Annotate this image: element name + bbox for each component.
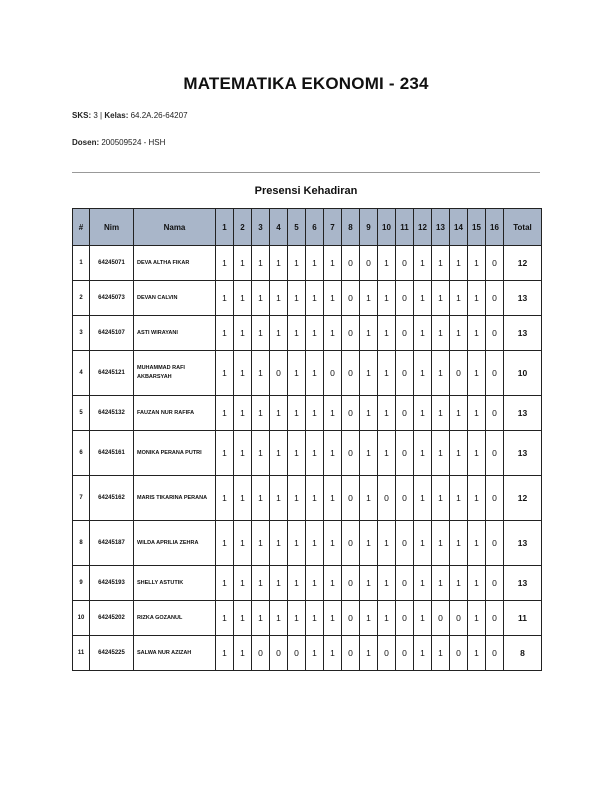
attendance-mark: 1 [414,281,432,316]
attendance-mark: 1 [306,566,324,601]
attendance-mark: 1 [324,316,342,351]
attendance-mark: 1 [378,281,396,316]
attendance-mark: 1 [324,636,342,671]
attendance-mark: 1 [252,601,270,636]
student-nim: 64245107 [90,316,134,351]
attendance-mark: 1 [270,316,288,351]
attendance-mark: 1 [288,601,306,636]
attendance-mark: 1 [414,396,432,431]
attendance-mark: 1 [270,566,288,601]
attendance-mark: 1 [468,566,486,601]
attendance-mark: 1 [324,566,342,601]
column-header: 4 [270,209,288,246]
attendance-mark: 1 [324,601,342,636]
column-header: # [73,209,90,246]
attendance-mark: 1 [270,431,288,476]
attendance-mark: 1 [324,521,342,566]
attendance-mark: 1 [252,396,270,431]
student-name: DEVA ALTHA FIKAR [134,246,216,281]
student-nim: 64245225 [90,636,134,671]
attendance-mark: 1 [468,396,486,431]
attendance-mark: 1 [468,521,486,566]
attendance-total: 12 [504,246,542,281]
attendance-mark: 1 [234,396,252,431]
student-name: DEVAN CALVIN [134,281,216,316]
attendance-mark: 1 [288,521,306,566]
row-number: 6 [73,431,90,476]
attendance-mark: 0 [396,281,414,316]
student-name: MUHAMMAD RAFI AKBARSYAH [134,351,216,396]
attendance-mark: 0 [252,636,270,671]
attendance-mark: 1 [360,601,378,636]
attendance-mark: 1 [360,351,378,396]
student-nim: 64245162 [90,476,134,521]
attendance-mark: 0 [270,636,288,671]
attendance-mark: 1 [216,636,234,671]
attendance-mark: 1 [414,431,432,476]
column-header: Total [504,209,542,246]
attendance-total: 13 [504,316,542,351]
attendance-mark: 1 [378,316,396,351]
attendance-mark: 1 [216,566,234,601]
table-header-row [73,209,542,246]
attendance-mark: 1 [234,521,252,566]
row-number: 4 [73,351,90,396]
attendance-mark: 1 [360,281,378,316]
row-number: 11 [73,636,90,671]
attendance-mark: 0 [396,521,414,566]
attendance-mark: 1 [360,566,378,601]
attendance-mark: 0 [396,566,414,601]
student-name: SALWA NUR AZIZAH [134,636,216,671]
attendance-mark: 1 [432,431,450,476]
attendance-mark: 1 [378,566,396,601]
row-number: 10 [73,601,90,636]
attendance-mark: 1 [378,396,396,431]
attendance-mark: 1 [414,601,432,636]
attendance-mark: 0 [342,636,360,671]
attendance-mark: 1 [432,476,450,521]
attendance-mark: 1 [288,566,306,601]
table-row [73,636,542,671]
column-header: 2 [234,209,252,246]
dosen-label: Dosen: [72,138,100,147]
attendance-mark: 0 [432,601,450,636]
attendance-mark: 1 [234,476,252,521]
attendance-mark: 0 [270,351,288,396]
attendance-mark: 1 [288,476,306,521]
attendance-mark: 1 [324,281,342,316]
course-meta [72,111,188,120]
attendance-mark: 1 [450,431,468,476]
attendance-mark: 1 [306,396,324,431]
attendance-mark: 1 [216,316,234,351]
attendance-mark: 1 [288,316,306,351]
attendance-mark: 1 [378,431,396,476]
attendance-mark: 1 [450,566,468,601]
attendance-mark: 0 [486,281,504,316]
attendance-total: 13 [504,521,542,566]
attendance-mark: 1 [306,281,324,316]
row-number: 5 [73,396,90,431]
column-header: 3 [252,209,270,246]
student-name: MONIKA PERANA PUTRI [134,431,216,476]
student-nim: 64245202 [90,601,134,636]
attendance-mark: 1 [360,396,378,431]
attendance-mark: 1 [450,521,468,566]
attendance-mark: 1 [450,396,468,431]
attendance-mark: 1 [432,636,450,671]
row-number: 1 [73,246,90,281]
attendance-mark: 1 [468,351,486,396]
attendance-mark: 1 [468,601,486,636]
attendance-total: 13 [504,396,542,431]
attendance-mark: 1 [432,396,450,431]
attendance-mark: 0 [342,316,360,351]
attendance-mark: 1 [252,246,270,281]
column-header: 9 [360,209,378,246]
attendance-mark: 1 [306,636,324,671]
attendance-mark: 0 [450,601,468,636]
attendance-mark: 1 [270,521,288,566]
student-nim: 64245187 [90,521,134,566]
attendance-mark: 1 [270,601,288,636]
table-row [73,281,542,316]
row-number: 7 [73,476,90,521]
section-title: Presensi Kehadiran [254,185,358,197]
attendance-mark: 0 [486,566,504,601]
row-number: 2 [73,281,90,316]
column-header: Nim [90,209,134,246]
attendance-mark: 0 [396,396,414,431]
attendance-mark: 1 [378,351,396,396]
attendance-total: 13 [504,281,542,316]
attendance-mark: 0 [486,521,504,566]
sks-value: 3 | [93,111,105,120]
dosen-value: 200509524 - HSH [101,138,166,147]
student-nim: 64245161 [90,431,134,476]
attendance-mark: 1 [252,566,270,601]
attendance-mark: 1 [234,246,252,281]
attendance-mark: 0 [396,351,414,396]
student-nim: 64245132 [90,396,134,431]
student-name: WILDA APRILIA ZEHRA [134,521,216,566]
attendance-mark: 0 [486,396,504,431]
table-row [73,431,542,476]
attendance-mark: 1 [252,281,270,316]
attendance-mark: 0 [342,246,360,281]
attendance-mark: 1 [360,636,378,671]
attendance-mark: 1 [414,566,432,601]
attendance-mark: 0 [396,431,414,476]
attendance-mark: 1 [306,351,324,396]
attendance-mark: 0 [288,636,306,671]
attendance-mark: 1 [306,316,324,351]
attendance-total: 13 [504,566,542,601]
attendance-mark: 1 [270,281,288,316]
column-header: 5 [288,209,306,246]
attendance-mark: 1 [234,601,252,636]
attendance-mark: 0 [396,316,414,351]
attendance-mark: 1 [468,246,486,281]
attendance-mark: 1 [270,396,288,431]
attendance-mark: 1 [324,431,342,476]
student-name: RIZKA GOZANUL [134,601,216,636]
attendance-mark: 1 [234,566,252,601]
attendance-mark: 1 [252,351,270,396]
student-name: MARIS TIKARINA PERANA [134,476,216,521]
attendance-total: 10 [504,351,542,396]
attendance-mark: 1 [378,601,396,636]
attendance-mark: 0 [486,246,504,281]
attendance-mark: 1 [216,521,234,566]
student-name: ASTI WIRAYANI [134,316,216,351]
attendance-mark: 1 [414,351,432,396]
attendance-mark: 1 [288,281,306,316]
attendance-table [72,208,542,671]
attendance-mark: 1 [270,476,288,521]
attendance-mark: 1 [306,521,324,566]
student-nim: 64245193 [90,566,134,601]
student-nim: 64245121 [90,351,134,396]
attendance-mark: 0 [342,566,360,601]
attendance-mark: 1 [414,316,432,351]
attendance-mark: 0 [342,521,360,566]
attendance-mark: 1 [450,246,468,281]
column-header: 10 [378,209,396,246]
attendance-mark: 1 [432,351,450,396]
attendance-mark: 1 [216,476,234,521]
attendance-mark: 1 [288,396,306,431]
attendance-mark: 0 [486,431,504,476]
attendance-total: 11 [504,601,542,636]
attendance-mark: 1 [252,521,270,566]
attendance-mark: 1 [468,431,486,476]
table-row [73,476,542,521]
attendance-mark: 1 [414,246,432,281]
attendance-mark: 1 [216,601,234,636]
attendance-mark: 1 [252,476,270,521]
column-header: 8 [342,209,360,246]
student-name: SHELLY ASTUTIK [134,566,216,601]
column-header: 11 [396,209,414,246]
attendance-mark: 1 [216,246,234,281]
column-header: 6 [306,209,324,246]
student-nim: 64245071 [90,246,134,281]
attendance-mark: 1 [216,431,234,476]
attendance-mark: 0 [486,601,504,636]
attendance-mark: 1 [306,476,324,521]
lecturer-meta [72,138,165,147]
attendance-mark: 0 [342,601,360,636]
attendance-mark: 1 [288,246,306,281]
row-number: 8 [73,521,90,566]
column-header: 14 [450,209,468,246]
attendance-mark: 1 [468,476,486,521]
attendance-mark: 1 [432,521,450,566]
attendance-mark: 0 [342,281,360,316]
attendance-mark: 1 [378,246,396,281]
attendance-mark: 1 [324,476,342,521]
table-row [73,521,542,566]
table-row [73,566,542,601]
column-header: 12 [414,209,432,246]
attendance-mark: 1 [432,316,450,351]
attendance-mark: 1 [450,476,468,521]
table-row [73,351,542,396]
attendance-mark: 0 [396,246,414,281]
page-title: MATEMATIKA EKONOMI - 234 [183,74,429,93]
attendance-mark: 1 [432,246,450,281]
attendance-mark: 1 [360,431,378,476]
column-header: 16 [486,209,504,246]
attendance-mark: 0 [342,476,360,521]
student-nim: 64245073 [90,281,134,316]
column-header: 7 [324,209,342,246]
attendance-total: 8 [504,636,542,671]
attendance-mark: 1 [270,246,288,281]
attendance-mark: 1 [288,431,306,476]
attendance-mark: 0 [486,476,504,521]
row-number: 3 [73,316,90,351]
attendance-mark: 1 [234,316,252,351]
attendance-mark: 0 [486,351,504,396]
attendance-mark: 1 [378,521,396,566]
divider [72,172,540,173]
attendance-mark: 1 [360,521,378,566]
attendance-mark: 1 [306,246,324,281]
attendance-mark: 1 [234,636,252,671]
attendance-mark: 1 [432,281,450,316]
sks-label: SKS: [72,111,92,120]
attendance-total: 12 [504,476,542,521]
attendance-mark: 0 [324,351,342,396]
attendance-total: 13 [504,431,542,476]
attendance-mark: 0 [342,351,360,396]
attendance-mark: 0 [486,636,504,671]
attendance-mark: 0 [450,351,468,396]
kelas-value: 64.2A.26-64207 [130,111,188,120]
student-name: FAUZAN NUR RAFIFA [134,396,216,431]
attendance-mark: 1 [360,316,378,351]
attendance-mark: 1 [468,636,486,671]
attendance-mark: 1 [468,316,486,351]
attendance-mark: 1 [252,316,270,351]
attendance-mark: 1 [324,246,342,281]
column-header: Nama [134,209,216,246]
attendance-mark: 1 [252,431,270,476]
attendance-mark: 1 [414,636,432,671]
table-body [73,246,542,671]
kelas-label: Kelas: [104,111,129,120]
attendance-mark: 1 [216,281,234,316]
column-header: 13 [432,209,450,246]
row-number: 9 [73,566,90,601]
attendance-mark: 1 [414,476,432,521]
attendance-mark: 1 [414,521,432,566]
attendance-mark: 0 [486,316,504,351]
attendance-mark: 1 [288,351,306,396]
table-row [73,316,542,351]
attendance-mark: 0 [378,636,396,671]
attendance-mark: 1 [432,566,450,601]
attendance-mark: 1 [234,351,252,396]
table-row [73,396,542,431]
attendance-mark: 1 [360,476,378,521]
attendance-mark: 0 [396,636,414,671]
attendance-mark: 0 [450,636,468,671]
table-row [73,601,542,636]
attendance-mark: 1 [216,351,234,396]
attendance-mark: 0 [360,246,378,281]
attendance-mark: 1 [216,396,234,431]
attendance-mark: 1 [306,431,324,476]
column-header: 15 [468,209,486,246]
attendance-mark: 1 [450,316,468,351]
attendance-mark: 0 [342,396,360,431]
attendance-mark: 1 [234,431,252,476]
attendance-mark: 1 [468,281,486,316]
attendance-mark: 0 [396,476,414,521]
attendance-mark: 1 [450,281,468,316]
attendance-mark: 1 [306,601,324,636]
column-header: 1 [216,209,234,246]
attendance-mark: 1 [234,281,252,316]
attendance-mark: 0 [396,601,414,636]
attendance-mark: 0 [342,431,360,476]
attendance-mark: 0 [378,476,396,521]
table-row [73,246,542,281]
attendance-mark: 1 [324,396,342,431]
